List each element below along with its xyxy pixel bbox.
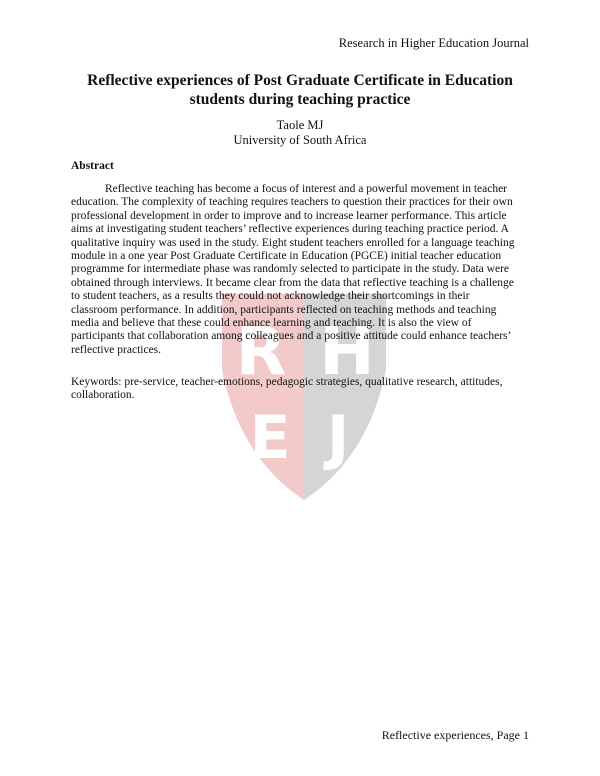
watermark-letter-h: H — [319, 313, 375, 390]
abstract-paragraph — [71, 183, 541, 357]
paper-title — [70, 71, 530, 109]
watermark-letter-e: E — [249, 403, 291, 473]
abstract-line: to student teachers, as a results they could not acknowledge their shortcomings in their — [71, 290, 470, 303]
abstract-line: module in a one year Post Graduate Certificate in Education (PGCE) initial teacher education — [71, 250, 502, 263]
abstract-line: qualitative inquiry was used in the study. Eight student teachers enrolled for a language teaching — [71, 236, 515, 249]
running-header: Research in Higher Education Journal — [338, 36, 529, 50]
keywords-line: collaboration. — [71, 389, 135, 402]
abstract-line: media and believe that these could enhance learning and teaching. It is also the view of — [71, 317, 472, 330]
title-line: Reflective experiences of Post Graduate Certificate in Education — [87, 72, 513, 89]
keywords-line: Keywords: pre-service, teacher-emotions, pedagogic strategies, qualitative research, attitudes, — [71, 376, 503, 388]
abstract-line: programme for intermediate phase was randomly selected to participate in the study. Data were — [71, 263, 510, 276]
abstract-line: participants that collaboration among colleagues and a positive attitude could enhance teachers’ — [71, 330, 512, 343]
abstract-line: professional development in order to improve and to increase learner performance. This article — [71, 209, 507, 222]
title-line: students during teaching practice — [189, 91, 411, 108]
abstract-line: aims at investigating student teachers’ reflective experiences during teaching practice period. A — [71, 223, 509, 236]
author-name: Taole MJ — [276, 118, 324, 132]
abstract-line: classroom performance. In addition, participants reflected on teaching methods and teaching — [71, 303, 497, 316]
author-affiliation: University of South Africa — [233, 133, 367, 147]
abstract-line: Reflective teaching has become a focus of interest and a powerful movement in teacher — [105, 183, 508, 195]
abstract-line: education. The complexity of teaching requires teachers to question their practices for their own — [71, 196, 513, 209]
keywords — [71, 376, 541, 403]
author-block — [70, 118, 530, 148]
abstract-heading: Abstract — [71, 160, 114, 172]
abstract-line: reflective practices. — [71, 343, 162, 356]
abstract-line: obtained through interviews. It became clear from the data that reflective teaching is a challenge — [71, 276, 514, 289]
watermark-letter-j: J — [326, 403, 350, 473]
running-footer: Reflective experiences, Page 1 — [381, 728, 529, 742]
watermark-letter-r: R — [235, 313, 287, 390]
